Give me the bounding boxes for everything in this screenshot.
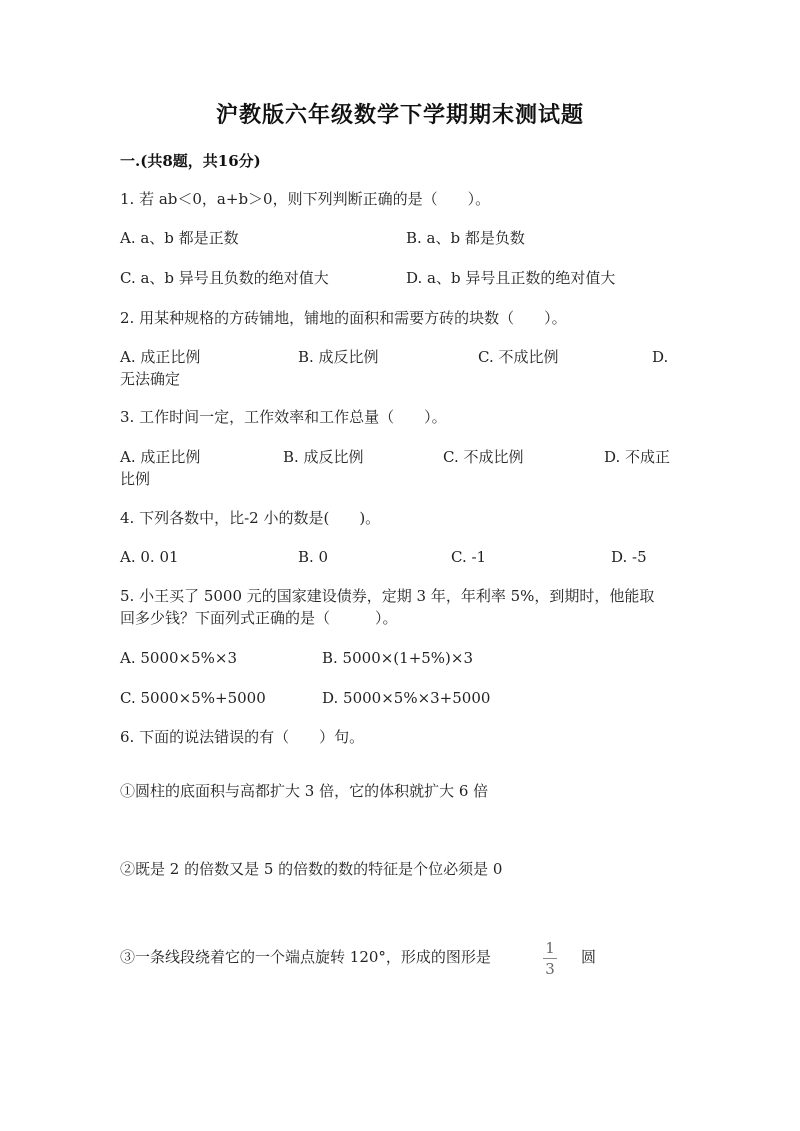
question-2-option-c: C. 不成比例: [478, 348, 559, 366]
question-6-statement-1: ①圆柱的底面积与高都扩大 3 倍，它的体积就扩大 6 倍: [120, 782, 489, 800]
fraction-numerator: 1: [545, 939, 555, 957]
question-6-statement-2: ②既是 2 的倍数又是 5 的倍数的数的特征是个位必须是 0: [120, 860, 503, 878]
question-3-option-d: D. 不成正: [604, 448, 671, 466]
question-2-option-d: D.: [652, 348, 669, 366]
question-2-stem: 2. 用某种规格的方砖铺地，铺地的面积和需要方砖的块数（ ）。: [120, 309, 567, 327]
question-3-option-c: C. 不成比例: [443, 448, 524, 466]
question-1-stem: 1. 若 ab＜0，a+b＞0，则下列判断正确的是（ ）。: [120, 190, 491, 208]
question-5-option-b: B. 5000×(1+5%)×3: [322, 649, 474, 667]
question-6-stem: 6. 下面的说法错误的有（ ）句。: [120, 728, 365, 746]
question-5-option-d: D. 5000×5%×3+5000: [322, 689, 491, 707]
question-4-option-d: D. -5: [611, 548, 647, 566]
question-6-statement-3-suffix: 圆: [581, 948, 597, 966]
question-5-stem-line2: 回多少钱？下面列式正确的是（ ）。: [120, 609, 398, 627]
question-2-option-b: B. 成反比例: [298, 348, 379, 366]
question-5-option-c: C. 5000×5%+5000: [120, 689, 266, 707]
question-3-option-a: A. 成正比例: [120, 448, 201, 466]
question-4-option-c: C. -1: [451, 548, 487, 566]
question-1-option-c: C. a、b 异号且负数的绝对值大: [120, 269, 329, 287]
section-heading: 一.(共8题，共16分): [120, 152, 261, 170]
fraction-one-third: [540, 940, 560, 977]
question-3-stem: 3. 工作时间一定，工作效率和工作总量（ ）。: [120, 408, 447, 426]
question-4-stem: 4. 下列各数中，比-2 小的数是( )。: [120, 509, 381, 527]
question-1-option-a: A. a、b 都是正数: [120, 229, 239, 247]
question-1-option-b: B. a、b 都是负数: [406, 229, 525, 247]
question-5-stem-line1: 5. 小王买了 5000 元的国家建设债券，定期 3 年，年利率 5%，到期时，他能取: [120, 587, 655, 605]
question-4-option-a: A. 0. 01: [120, 548, 179, 566]
page-title: 沪教版六年级数学下学期期末测试题: [215, 102, 584, 128]
fraction-bar: [543, 958, 557, 959]
question-1-option-d: D. a、b 异号且正数的绝对值大: [406, 269, 616, 287]
question-6-statement-3: ③一条线段绕着它的一个端点旋转 120°，形成的图形是: [120, 948, 491, 966]
question-3-option-b: B. 成反比例: [283, 448, 364, 466]
question-2-option-d-continued: 无法确定: [120, 370, 181, 388]
question-5-option-a: A. 5000×5%×3: [120, 649, 238, 667]
question-4-option-b: B. 0: [298, 548, 329, 566]
fraction-denominator: 3: [545, 960, 555, 978]
question-2-option-a: A. 成正比例: [120, 348, 201, 366]
question-3-option-d-continued: 比例: [120, 470, 151, 488]
